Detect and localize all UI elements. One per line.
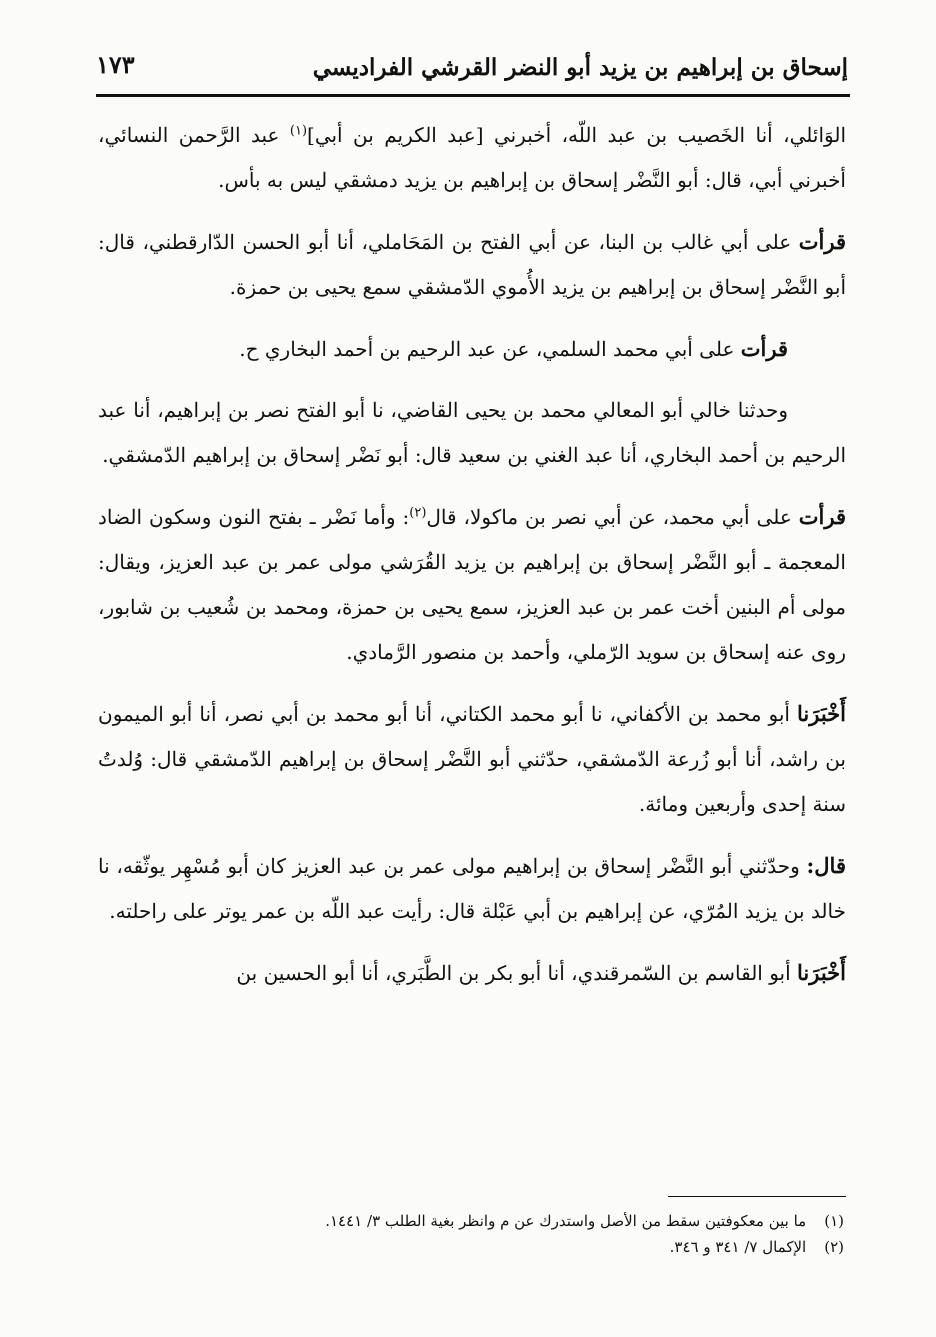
paragraph	[98, 691, 846, 827]
footnote-text: ما بين معكوفتين سقط من الأصل واستدرك عن م وانظر بغية الطلب ٣/ ١٤٤١.	[325, 1212, 807, 1230]
footnotes	[98, 1208, 844, 1260]
paragraph-text: الوَائلي، أنا الخَصيب بن عبد اللّه، أخبرني [عبد الكريم بن أبي]	[307, 123, 847, 147]
header-rule	[96, 94, 850, 97]
footnote-text: الإكمال ٧/ ٣٤١ و ٣٤٦.	[669, 1238, 807, 1256]
footnote	[98, 1234, 844, 1260]
paragraph	[98, 843, 846, 934]
paragraph	[98, 112, 846, 203]
header-title: إسحاق بن إبراهيم بن يزيد أبو النضر القرشي الفراديسي	[312, 54, 848, 81]
footnote-number: (١)	[824, 1212, 844, 1230]
footnote-number: (٢)	[824, 1238, 844, 1256]
footnote	[98, 1208, 844, 1234]
page-number: ١٧٣	[96, 50, 135, 79]
paragraph-lead: قرأت	[798, 504, 846, 529]
paragraph-lead: قرأت	[798, 229, 846, 254]
footnote-ref[interactable]: (٢)	[409, 505, 427, 521]
footnote-rule	[668, 1196, 846, 1197]
paragraph-text: وحدثنا خالي أبو المعالي محمد بن يحيى القاضي، نا أبو الفتح نصر بن إبراهيم، أنا عبد الرحيم بن أحمد البخاري، أنا عبد الغني بن سعيد قال: أبو نَضْر إسحاق بن إبراهيم الدّمشقي.	[98, 398, 846, 467]
paragraph-text: وحدّثني أبو النَّضْر إسحاق بن إبراهيم مولى عمر بن عبد العزيز كان أبو مُسْهِر يوثّقه، نا خالد بن يزيد المُرّي، عن إبراهيم بن أبي عَبْلة قال: رأيت عبد اللّه بن عمر يوتر على راحلته.	[98, 854, 846, 923]
paragraph-text: على أبي محمد السلمي، عن عبد الرحيم بن أحمد البخاري ح.	[239, 337, 741, 361]
paragraph-lead: قال:	[806, 853, 846, 878]
paragraph	[98, 326, 846, 372]
paragraph	[98, 494, 846, 675]
paragraph	[98, 388, 846, 478]
main-text	[98, 112, 846, 1012]
paragraph-text: : وأما نَضْر ـ بفتح النون وسكون الضاد المعجمة ـ أبو النَّضْر إسحاق بن إبراهيم بن يزيد القُرَشي مولى عمر بن عبد العزيز، ويقال: مولى أم البنين أخت عمر بن عبد العزيز، سمع يحيى بن حمزة، ومحمد بن شُعيب بن شابور، روى عنه إسحاق بن سويد الرّملي، وأحمد بن منصور الرَّمادي.	[98, 505, 846, 664]
footnote-ref[interactable]: (١)	[289, 123, 308, 139]
paragraph	[98, 950, 846, 996]
paragraph-lead: أَخْبَرَنا	[797, 960, 846, 985]
paragraph	[98, 219, 846, 310]
paragraph-lead: أَخْبَرَنا	[797, 701, 846, 726]
paragraph-text: على أبي غالب بن البنا، عن أبي الفتح بن المَحَاملي، أنا أبو الحسن الدّارقطني، قال: أبو النَّضْر إسحاق بن إبراهيم بن يزيد الأُموي الدّمشقي سمع يحيى بن حمزة.	[98, 230, 846, 299]
paragraph-text: أبو القاسم بن السّمرقندي، أنا أبو بكر بن الطَّبَري، أنا أبو الحسين بن	[236, 961, 798, 985]
paragraph-text: على أبي محمد، عن أبي نصر بن ماكولا، قال	[426, 505, 799, 529]
paragraph-text: أبو محمد بن الأكفاني، نا أبو محمد الكتاني، أنا أبو محمد بن أبي نصر، أنا أبو الميمون بن راشد، أنا أبو زُرعة الدّمشقي، حدّثني أبو النَّضْر إسحاق بن إبراهيم الدّمشقي قال: وُلدتُ سنة إحدى وأربعين ومائة.	[98, 702, 846, 816]
paragraph-lead: قرأت	[740, 336, 788, 361]
paragraph-text: عبد الرَّحمن النسائي، أخبرني أبي، قال: أبو النَّضْر إسحاق بن إبراهيم بن يزيد دمشقي ليس به بأس.	[98, 123, 846, 192]
running-header	[96, 38, 848, 90]
